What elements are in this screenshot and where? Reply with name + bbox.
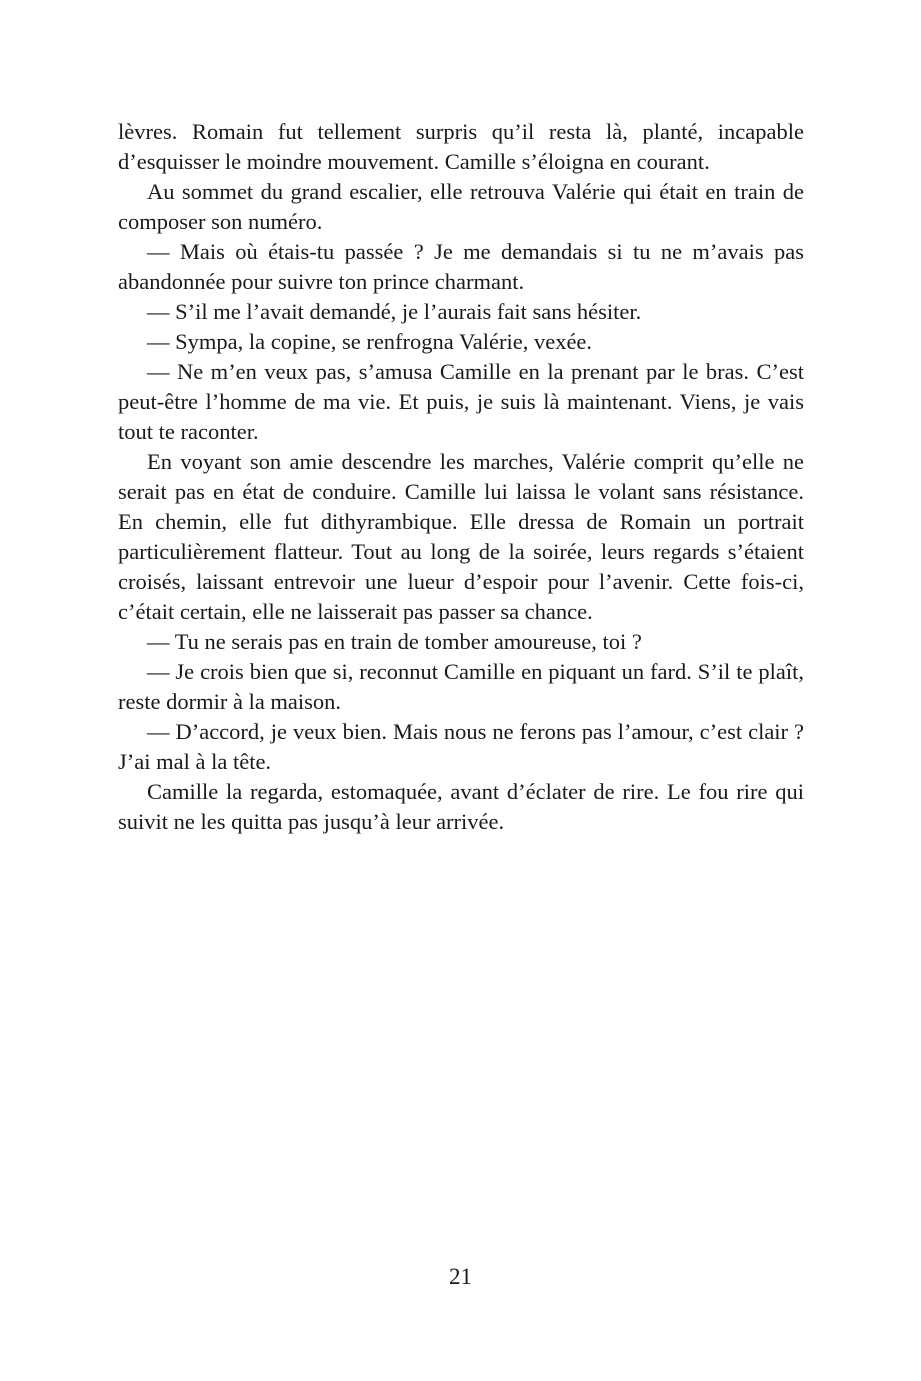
dialogue-line: — Tu ne serais pas en train de tomber amoureuse, toi ? [147,629,642,654]
dialogue-line: — S’il me l’avait demandé, je l’aurais fait sans hésiter. [147,299,642,324]
dialogue-line: — Mais où étais-tu passée ? Je me demandais si tu ne m’avais pas abandonnée pour suivre ton prince charmant. [118,239,804,294]
dialogue-line: — Je crois bien que si, reconnut Camille en piquant un fard. S’il te plaît, reste dormir à la maison. [118,659,804,714]
page-number: 21 [449,1264,472,1289]
body-text [118,117,804,837]
dialogue-line: — Ne m’en veux pas, s’amusa Camille en la prenant par le bras. C’est peut-être l’homme de ma vie. Et puis, je suis là maintenant. Viens, je vais tout te raconter. [118,359,804,444]
paragraph: lèvres. Romain fut tellement surpris qu’il resta là, planté, incapable d’esquisser le moindre mouvement. Camille s’éloigna en courant. [118,119,804,174]
dialogue-line: — Sympa, la copine, se renfrogna Valérie, vexée. [147,329,593,354]
paragraph: En voyant son amie descendre les marches, Valérie comprit qu’elle ne serait pas en état de conduire. Camille lui laissa le volant sans résistance. En chemin, elle fut dithyrambique. Elle dressa de Romain un portrait particulièrement flatteur. Tout au long de la soirée, leurs regards s’étaient croisés, laissant entrevoir une lueur d’espoir pour l’avenir. Cette fois-ci, c’était certain, elle ne laisserait pas passer sa chance. [118,449,804,624]
paragraph: Au sommet du grand escalier, elle retrouva Valérie qui était en train de composer son numéro. [118,179,804,234]
dialogue-line: — D’accord, je veux bien. Mais nous ne ferons pas l’amour, c’est clair ? J’ai mal à la tête. [118,719,804,774]
paragraph: Camille la regarda, estomaquée, avant d’éclater de rire. Le fou rire qui suivit ne les quitta pas jusqu’à leur arrivée. [118,779,804,834]
